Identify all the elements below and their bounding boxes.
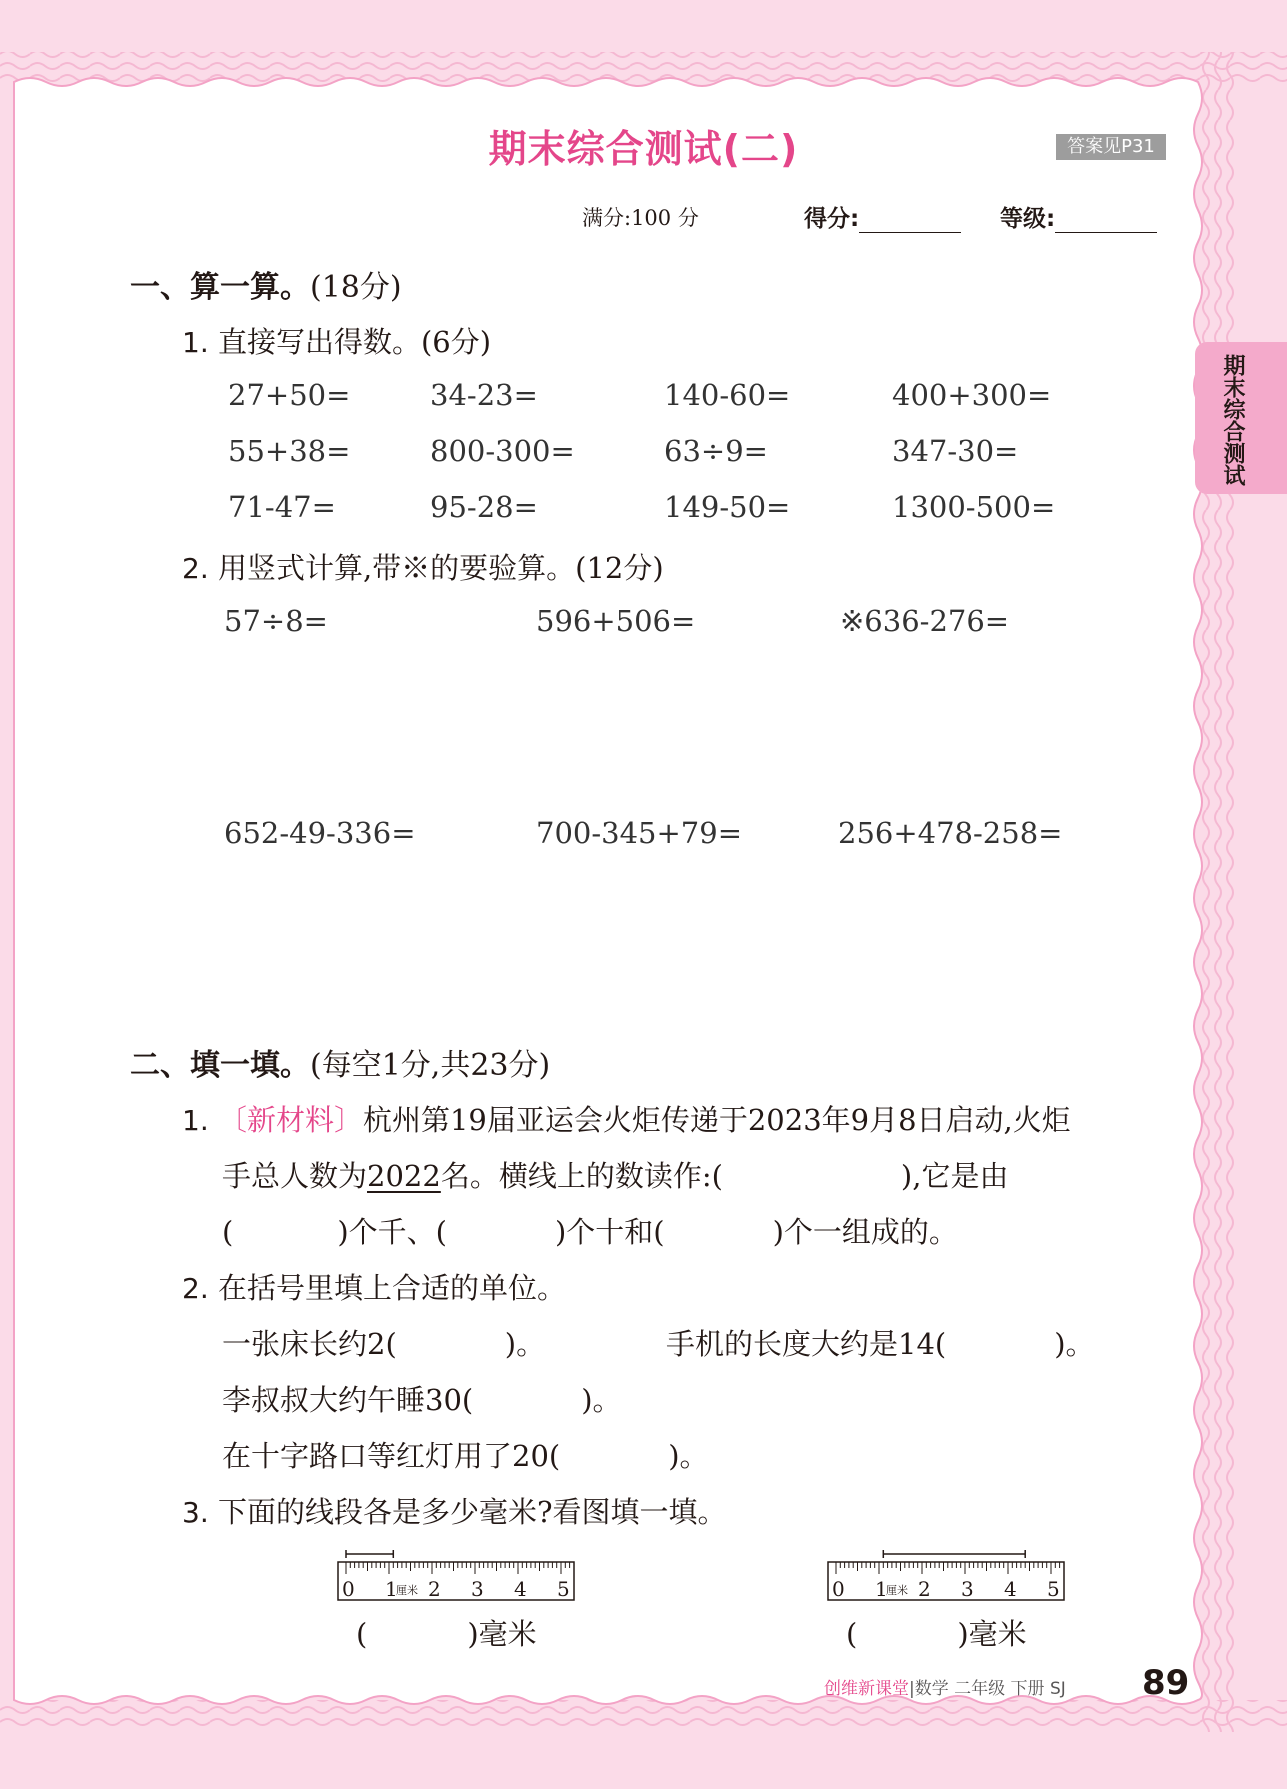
q-text: )。 xyxy=(504,1327,546,1361)
grade-field xyxy=(1000,200,1157,233)
red-light-item xyxy=(222,1434,709,1475)
q-text: )个十和( xyxy=(554,1215,665,1249)
ruler-figure-2 xyxy=(826,1548,1066,1606)
ruler-tick-label: 3 xyxy=(471,1577,484,1601)
vertical-calc-item: ※636-276= xyxy=(840,604,1010,638)
oral-calc-item: 1300-500= xyxy=(892,490,1056,524)
q-text: ( xyxy=(356,1617,368,1651)
vertical-calc-item: 652-49-336= xyxy=(224,816,416,850)
q-number: 1. xyxy=(182,1104,209,1137)
footer-separator: | xyxy=(909,1679,915,1699)
section1-heading xyxy=(130,262,402,306)
q-text: 下面的线段各是多少毫米?看图填一填。 xyxy=(217,1495,727,1529)
line-segment xyxy=(883,1550,1025,1558)
q-text: )。 xyxy=(668,1439,709,1473)
q-text: 在十字路口等红灯用了20( xyxy=(222,1439,561,1473)
score-blank[interactable] xyxy=(859,204,961,233)
bed-length-item xyxy=(222,1322,545,1363)
grade-label: 等级: xyxy=(1000,206,1056,232)
new-material-tag: 〔新材料〕 xyxy=(217,1103,363,1137)
section1-q1 xyxy=(182,320,491,361)
oral-calc-item: 140-60= xyxy=(664,378,791,412)
section2-q1-line2 xyxy=(222,1154,1008,1195)
ruler-tick-label: 1 xyxy=(875,1577,888,1601)
answer-reference-badge: 答案见P31 xyxy=(1056,134,1166,160)
line-segment xyxy=(346,1550,393,1558)
q-number: 3. xyxy=(182,1496,209,1529)
ruler-tick-label: 0 xyxy=(832,1577,845,1601)
oral-calc-item: 149-50= xyxy=(664,490,791,524)
phone-length-item xyxy=(666,1322,1095,1363)
grade-blank[interactable] xyxy=(1055,204,1157,233)
section2-q3 xyxy=(182,1490,727,1531)
section2-title: 二、填一填。 xyxy=(130,1048,310,1083)
section1-points: (18分) xyxy=(310,270,402,305)
full-score: 满分:100 分 xyxy=(582,206,699,230)
q-number: 1. xyxy=(182,326,209,359)
vertical-calc-item: 596+506= xyxy=(536,604,696,638)
ruler-figure-1 xyxy=(336,1548,576,1606)
oral-calc-item: 400+300= xyxy=(892,378,1052,412)
section2-points: (每空1分,共23分) xyxy=(310,1048,551,1083)
q-text: 在括号里填上合适的单位。 xyxy=(217,1271,566,1305)
score-label: 得分: xyxy=(804,206,860,232)
ruler-tick-label: 5 xyxy=(1047,1577,1060,1601)
ruler-unit-label: 厘米 xyxy=(886,1584,908,1597)
q-text: )毫米 xyxy=(957,1617,1027,1651)
q-text: 名。横线上的数读作:( xyxy=(440,1159,723,1193)
book-info: 数学 二年级 下册 SJ xyxy=(914,1679,1066,1699)
vertical-calc-item: 57÷8= xyxy=(224,604,328,638)
section2-heading xyxy=(130,1040,550,1084)
oral-calc-item: 34-23= xyxy=(430,378,538,412)
ruler-body xyxy=(338,1562,574,1600)
section2-q1-line3 xyxy=(222,1210,958,1251)
q-text: )个千、( xyxy=(337,1215,447,1249)
oral-calc-item: 95-28= xyxy=(430,490,538,524)
section2-q1-line1 xyxy=(182,1098,1071,1139)
q-text: 杭州第19届亚运会火炬传递于2023年9月8日启动,火炬 xyxy=(362,1103,1071,1137)
section2-q2 xyxy=(182,1266,566,1307)
q-text: )毫米 xyxy=(467,1617,537,1651)
oral-calc-item: 63÷9= xyxy=(664,434,768,468)
q-number: 2. xyxy=(182,1272,209,1305)
page-number: 89 xyxy=(1142,1663,1190,1703)
oral-calc-item: 800-300= xyxy=(430,434,575,468)
oral-calc-item: 55+38= xyxy=(228,434,351,468)
ruler-tick-label: 3 xyxy=(961,1577,974,1601)
ruler-tick-label: 2 xyxy=(428,1577,441,1601)
page-title: 期末综合测试(二) xyxy=(488,127,799,171)
ruler-tick-label: 4 xyxy=(514,1577,527,1601)
oral-calc-item: 27+50= xyxy=(228,378,351,412)
q-text: ( xyxy=(222,1215,234,1249)
q-text: )。 xyxy=(1054,1327,1095,1361)
q-text: ),它是由 xyxy=(900,1159,1009,1193)
oral-calc-item: 347-30= xyxy=(892,434,1019,468)
ruler-unit-label: 厘米 xyxy=(396,1584,418,1597)
oral-calc-item: 71-47= xyxy=(228,490,336,524)
vertical-calc-item: 700-345+79= xyxy=(536,816,743,850)
vertical-calc-item: 256+478-258= xyxy=(838,816,1063,850)
q-text: 李叔叔大约午睡30( xyxy=(222,1383,474,1417)
q-text: )。 xyxy=(581,1383,622,1417)
ruler-tick-label: 5 xyxy=(557,1577,570,1601)
ruler2-answer xyxy=(846,1612,1027,1653)
q-text: 手总人数为 xyxy=(222,1159,368,1193)
underlined-number: 2022 xyxy=(367,1159,441,1193)
score-field xyxy=(804,200,961,233)
q1-instruction: 直接写出得数。(6分) xyxy=(217,325,492,359)
footer-info xyxy=(824,1674,1066,1699)
side-tab-label: 期末综合测试 xyxy=(1220,354,1245,486)
ruler-body xyxy=(828,1562,1064,1600)
section1-q2 xyxy=(182,546,664,587)
section1-title: 一、算一算。 xyxy=(130,270,310,305)
ruler-tick-label: 2 xyxy=(918,1577,931,1601)
q-text: 一张床长约2( xyxy=(222,1327,397,1361)
q-text: 手机的长度大约是14( xyxy=(666,1327,947,1361)
ruler-tick-label: 1 xyxy=(385,1577,398,1601)
nap-time-item xyxy=(222,1378,622,1419)
brand-name: 创维新课堂 xyxy=(824,1679,909,1699)
ruler-tick-label: 0 xyxy=(342,1577,355,1601)
ruler1-answer xyxy=(356,1612,537,1653)
q2-instruction: 用竖式计算,带※的要验算。(12分) xyxy=(217,551,664,585)
q-text: )个一组成的。 xyxy=(772,1215,958,1249)
q-text: ( xyxy=(846,1617,858,1651)
ruler-tick-label: 4 xyxy=(1004,1577,1017,1601)
q-number: 2. xyxy=(182,552,209,585)
